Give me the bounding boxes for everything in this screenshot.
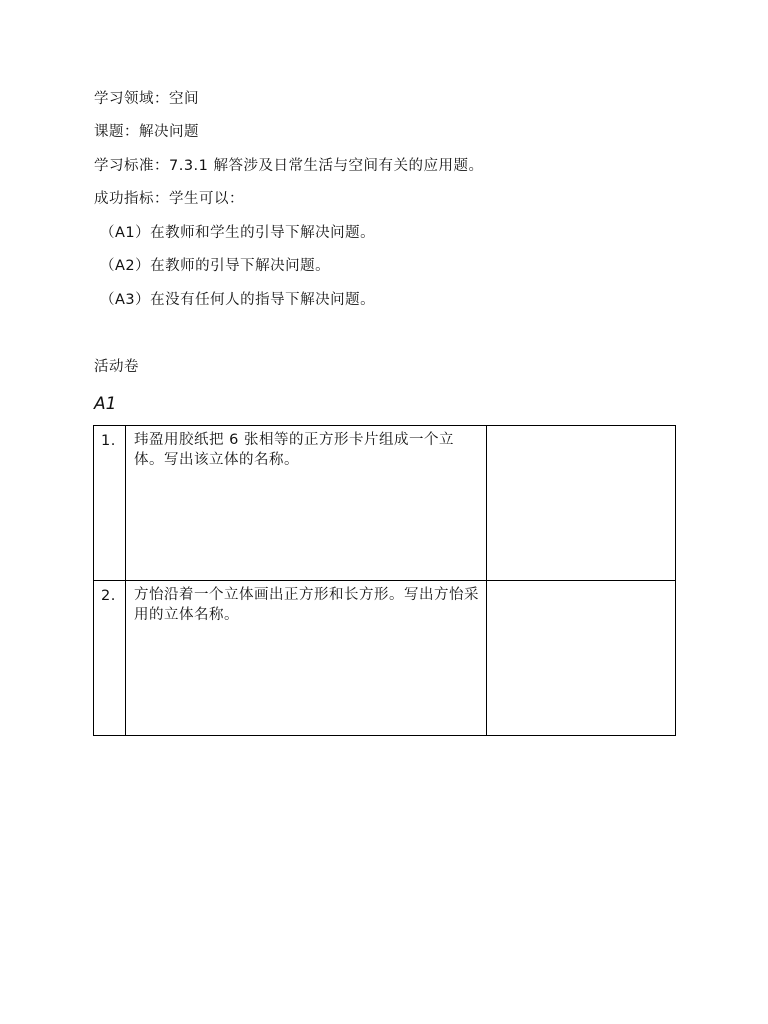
question-number: 1. [101, 433, 116, 449]
learning-standard: 学习标准：7.3.1 解答涉及日常生活与空间有关的应用题。 [94, 158, 484, 174]
answer-cell[interactable] [487, 426, 676, 581]
question-number: 2. [101, 588, 116, 604]
answer-cell[interactable] [487, 581, 676, 736]
criterion-a1: （A1）在教师和学生的引导下解决问题。 [100, 225, 376, 241]
criterion-a3: （A3）在没有任何人的指导下解决问题。 [100, 292, 376, 308]
activity-level-label: A1 [94, 394, 117, 414]
success-criteria-heading: 成功指标：学生可以： [94, 191, 244, 207]
question-number-cell [94, 426, 126, 581]
question-table [93, 425, 676, 736]
question-text-cell [126, 581, 487, 736]
question-text-cell [126, 426, 487, 581]
learning-domain: 学习领域：空间 [94, 91, 199, 107]
question-text: 方怡沿着一个立体画出正方形和长方形。写出方怡采用的立体名称。 [134, 587, 479, 623]
question-number-cell [94, 581, 126, 736]
activity-sheet-title: 活动卷 [94, 359, 139, 375]
table-row [94, 581, 676, 736]
question-text: 玮盈用胶纸把 6 张相等的正方形卡片组成一个立体。写出该立体的名称。 [134, 432, 454, 468]
lesson-topic: 课题：解决问题 [94, 124, 199, 140]
table-row [94, 426, 676, 581]
criterion-a2: （A2）在教师的引导下解决问题。 [100, 258, 331, 274]
